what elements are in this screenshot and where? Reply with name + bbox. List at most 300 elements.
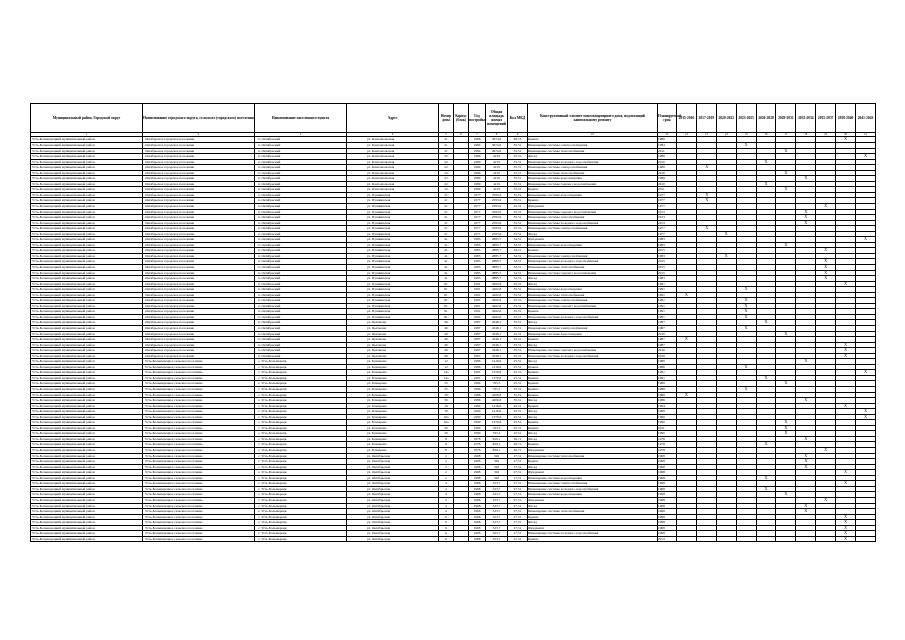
table-cell: ул. Цыганова: [347, 348, 439, 354]
table-cell: Инженерные системы электроснабжения: [528, 298, 658, 304]
table-cell: 4: [439, 492, 454, 498]
table-cell: Фасад: [528, 431, 658, 437]
table-cell: Усть-Большерецкий муниципальный район: [31, 320, 143, 326]
table-cell: 1977: [469, 226, 486, 232]
table-cell: Усть-Большерецкое сельское поселение: [143, 425, 255, 431]
table-cell: 21: [439, 142, 454, 148]
table-cell: 1968: [658, 520, 677, 526]
table-cell: ул. Октябрьская: [347, 475, 439, 481]
table-cell: с. Усть-Большерецк: [255, 420, 347, 426]
table-cell: ул. Бочкарева: [347, 364, 439, 370]
table-cell: Октябрьское городское поселение: [143, 298, 255, 304]
table-cell: 2885,7: [486, 259, 508, 265]
table-cell: 1989: [469, 176, 486, 182]
table-cell: Усть-Большерецкий муниципальный район: [31, 353, 143, 359]
table-cell: Усть-Большерецкое сельское поселение: [143, 481, 255, 487]
table-cell: 81: [439, 287, 454, 293]
column-header: Год постройки: [469, 104, 486, 133]
table-cell: Фундамент: [528, 237, 658, 243]
table-cell: 1989: [658, 165, 677, 171]
table-cell: Инженерные системы водоотведения: [528, 287, 658, 293]
table-cell: Инженерные системы электроснабжения: [528, 142, 658, 148]
table-cell: 41: [439, 270, 454, 276]
table-cell: 2013: [658, 215, 677, 221]
table-cell: Усть-Большерецкий муниципальный район: [31, 198, 143, 204]
table-cell: 1968: [469, 531, 486, 537]
table-cell: 34,51: [508, 270, 528, 276]
table-cell: Усть-Большерецкий муниципальный район: [31, 314, 143, 320]
table-cell: 27,51: [508, 509, 528, 515]
table-cell: с. Усть-Большерецк: [255, 514, 347, 520]
table-cell: ул. Бочкарева: [347, 436, 439, 442]
table-cell: 1968: [469, 514, 486, 520]
table-cell: Усть-Большерецкий муниципальный район: [31, 192, 143, 198]
table-cell: Фасад: [528, 320, 658, 326]
table-cell: 1983: [469, 270, 486, 276]
table-cell: 4219: [486, 154, 508, 160]
table-cell: ул. Бочкарева: [347, 403, 439, 409]
table-cell: ул. Бочкарева: [347, 425, 439, 431]
table-cell: ул. Октябрьская: [347, 525, 439, 531]
table-cell: 1991: [469, 370, 486, 376]
table-cell: 4: [439, 503, 454, 509]
table-cell: 27,51: [508, 475, 528, 481]
table-cell: ул. Пушкинская: [347, 298, 439, 304]
table-cell: Усть-Большерецкое сельское поселение: [143, 520, 255, 526]
table-cell: 12: [439, 359, 454, 365]
table-cell: с. Усть-Большерецк: [255, 414, 347, 420]
table-cell: Крыша: [528, 387, 658, 393]
table-cell: ул. Комсомольская: [347, 165, 439, 171]
table-cell: ул. Цыганова: [347, 331, 439, 337]
table-cell: 1977: [658, 226, 677, 232]
table-cell: ул. Пушкинская: [347, 237, 439, 243]
table-cell: Фасад: [528, 276, 658, 282]
table-cell: 81: [439, 298, 454, 304]
table-cell: Усть-Большерецкое сельское поселение: [143, 470, 255, 476]
table-cell: Инженерные системы водоотведения: [528, 192, 658, 198]
table-cell: 4: [439, 509, 454, 515]
period-mark-cell: X: [856, 409, 876, 415]
table-cell: Инженерные системы теплоснабжения: [528, 264, 658, 270]
table-cell: Усть-Большерецкий муниципальный район: [31, 414, 143, 420]
table-cell: 2010: [658, 331, 677, 337]
table-cell: с. Усть-Большерецк: [255, 536, 347, 542]
table-cell: 1968: [658, 514, 677, 520]
table-cell: 35,51: [508, 326, 528, 332]
table-cell: Октябрьское городское поселение: [143, 309, 255, 315]
table-cell: п. Октябрьский: [255, 215, 347, 221]
table-cell: 1990: [469, 414, 486, 420]
table-cell: 1991: [469, 298, 486, 304]
table-cell: Усть-Большерецкий муниципальный район: [31, 292, 143, 298]
table-cell: Октябрьское городское поселение: [143, 148, 255, 154]
table-cell: 1968: [469, 453, 486, 459]
table-cell: п. Октябрьский: [255, 342, 347, 348]
table-cell: п. Октябрьский: [255, 220, 347, 226]
table-cell: 1977: [658, 192, 677, 198]
column-number: 8: [486, 133, 508, 137]
table-cell: 2011: [658, 425, 677, 431]
table-cell: 35,51: [508, 198, 528, 204]
table-cell: 25,51: [508, 381, 528, 387]
table-cell: Октябрьское городское поселение: [143, 181, 255, 187]
table-cell: 14а: [439, 370, 454, 376]
table-cell: 41: [439, 237, 454, 243]
table-cell: Инженерные системы горячего водоснабжения: [528, 303, 658, 309]
table-cell: 20: [439, 431, 454, 437]
table-cell: ул. Бочкарева: [347, 387, 439, 393]
table-cell: 4219: [486, 165, 508, 171]
table-cell: 1987: [469, 353, 486, 359]
table-cell: с. Усть-Большерецк: [255, 431, 347, 437]
table-cell: 1968: [469, 481, 486, 487]
period-mark-cell: [696, 536, 716, 542]
table-cell: Крыша: [528, 309, 658, 315]
table-cell: Усть-Большерецкий муниципальный район: [31, 536, 143, 542]
table-cell: Крыша: [528, 187, 658, 193]
table-cell: 4262,6: [486, 314, 508, 320]
table-cell: Усть-Большерецкое сельское поселение: [143, 514, 255, 520]
table-cell: Усть-Большерецкий муниципальный район: [31, 342, 143, 348]
table-cell: 1416,6: [486, 359, 508, 365]
period-mark-cell: X: [796, 453, 816, 459]
table-cell: 35,51: [508, 298, 528, 304]
table-cell: Усть-Большерецкий муниципальный район: [31, 231, 143, 237]
table-cell: 21: [439, 231, 454, 237]
column-header: 2041-2043: [856, 104, 876, 133]
column-header: Муниципальный район, Городской округ: [31, 104, 143, 133]
period-mark-cell: X: [677, 337, 697, 343]
table-cell: ул. Комсомольская: [347, 148, 439, 154]
column-number: 6: [454, 133, 469, 137]
table-cell: Инженерные системы холодного водоснабжения: [528, 314, 658, 320]
table-cell: 1986: [658, 137, 677, 143]
column-header: 2023-2025: [736, 104, 756, 133]
table-cell: 2593,6: [486, 198, 508, 204]
table-cell: 1977: [658, 231, 677, 237]
table-cell: 1977: [469, 220, 486, 226]
period-mark-cell: X: [756, 375, 776, 381]
table-cell: 1968: [658, 503, 677, 509]
table-cell: п. Октябрьский: [255, 309, 347, 315]
period-mark-cell: X: [836, 514, 856, 520]
table-cell: 1968: [658, 459, 677, 465]
table-cell: Инженерные системы теплоснабжения: [528, 170, 658, 176]
table-cell: ул. Пушкинская: [347, 270, 439, 276]
table-cell: 2013: [658, 209, 677, 215]
table-cell: 1989: [469, 387, 486, 393]
table-cell: Усть-Большерецкий муниципальный район: [31, 387, 143, 393]
table-cell: Крыша: [528, 375, 658, 381]
table-cell: Октябрьское городское поселение: [143, 342, 255, 348]
table-cell: 1977: [469, 215, 486, 221]
period-mark-cell: X: [836, 525, 856, 531]
table-cell: ул. Пушкинская: [347, 287, 439, 293]
table-cell: ул. Пушкинская: [347, 259, 439, 265]
period-mark-cell: X: [716, 253, 736, 259]
table-cell: 323,7: [486, 525, 508, 531]
table-cell: 35,51: [508, 281, 528, 287]
period-mark-cell: [756, 536, 776, 542]
table-cell: 28,73: [508, 137, 528, 143]
table-cell: 1989: [469, 154, 486, 160]
table-cell: 22: [439, 187, 454, 193]
table-cell: ул. Октябрьская: [347, 503, 439, 509]
table-cell: Усть-Большерецкий муниципальный район: [31, 375, 143, 381]
table-cell: 323,7: [486, 520, 508, 526]
table-cell: 8: [439, 436, 454, 442]
table-cell: 1968: [658, 486, 677, 492]
table-cell: 35,51: [508, 320, 528, 326]
table-cell: Октябрьское городское поселение: [143, 192, 255, 198]
table-row: [31, 536, 876, 542]
table-cell: 2011: [658, 148, 677, 154]
table-cell: 1990: [469, 425, 486, 431]
table-cell: 27,51: [508, 470, 528, 476]
table-cell: ул. Октябрьская: [347, 531, 439, 537]
table-cell: 81: [439, 303, 454, 309]
table-cell: Усть-Большерецкий муниципальный район: [31, 264, 143, 270]
table-cell: п. Октябрьский: [255, 326, 347, 332]
table-cell: ул. Октябрьская: [347, 497, 439, 503]
table-cell: Инженерные системы теплоснабжения: [528, 292, 658, 298]
table-cell: 323,7: [486, 492, 508, 498]
table-cell: ул. Пушкинская: [347, 231, 439, 237]
table-cell: 8: [439, 442, 454, 448]
table-cell: Октябрьское городское поселение: [143, 331, 255, 337]
table-cell: 81: [439, 281, 454, 287]
table-cell: Инженерные системы электроснабжения: [528, 326, 658, 332]
table-cell: ул. Цыганова: [347, 337, 439, 343]
period-mark-cell: X: [836, 536, 856, 542]
table-cell: ул. Комсомольская: [347, 176, 439, 182]
table-cell: 4346,1: [486, 337, 508, 343]
period-mark-cell: X: [736, 387, 756, 393]
period-mark-cell: X: [677, 392, 697, 398]
table-cell: 1987: [469, 337, 486, 343]
table-cell: 34,51: [508, 248, 528, 254]
table-cell: Усть-Большерецкий муниципальный район: [31, 270, 143, 276]
table-cell: Усть-Большерецкий муниципальный район: [31, 392, 143, 398]
table-cell: 21: [439, 220, 454, 226]
table-cell: 1991: [658, 370, 677, 376]
table-cell: Усть-Большерецкий муниципальный район: [31, 475, 143, 481]
table-cell: 1991: [469, 309, 486, 315]
column-header: 2020-2022: [716, 104, 736, 133]
table-cell: 46: [439, 326, 454, 332]
table-cell: 323,7: [486, 497, 508, 503]
table-cell: 1968: [469, 525, 486, 531]
table-cell: 2011: [658, 187, 677, 193]
table-cell: 1983: [658, 237, 677, 243]
table-cell: 25,51: [508, 431, 528, 437]
table-cell: Усть-Большерецкий муниципальный район: [31, 497, 143, 503]
table-cell: 1983: [469, 253, 486, 259]
table-cell: 25,51: [508, 364, 528, 370]
table-cell: ул. Пушкинская: [347, 198, 439, 204]
table-cell: 1968: [469, 509, 486, 515]
table-cell: 35,51: [508, 392, 528, 398]
period-mark-cell: [856, 536, 876, 542]
table-cell: с. Усть-Большерецк: [255, 464, 347, 470]
table-cell: 25: [439, 387, 454, 393]
table-cell: Октябрьское городское поселение: [143, 242, 255, 248]
period-mark-cell: X: [816, 270, 836, 276]
column-number: 13: [696, 133, 716, 137]
period-mark-cell: X: [756, 442, 776, 448]
table-cell: 2015: [658, 259, 677, 265]
table-cell: Крыша: [528, 459, 658, 465]
column-header: Номер дома: [439, 104, 454, 133]
table-cell: Усть-Большерецкий муниципальный район: [31, 420, 143, 426]
table-cell: 21: [439, 192, 454, 198]
table-cell: 1986: [469, 364, 486, 370]
table-cell: 1994: [658, 403, 677, 409]
table-cell: 795,3: [486, 425, 508, 431]
table-cell: 1991: [658, 287, 677, 293]
table-cell: 25,51: [508, 359, 528, 365]
table-cell: Усть-Большерецкий муниципальный район: [31, 436, 143, 442]
table-cell: 2010: [658, 348, 677, 354]
table-cell: 2: [439, 453, 454, 459]
table-cell: Инженерные системы водоотведения: [528, 492, 658, 498]
table-cell: 323,7: [486, 503, 508, 509]
table-cell: 4262,6: [486, 303, 508, 309]
table-cell: Инженерные системы теплоснабжения: [528, 148, 658, 154]
table-cell: Усть-Большерецкое сельское поселение: [143, 525, 255, 531]
table-cell: 4219: [486, 170, 508, 176]
period-mark-cell: X: [736, 142, 756, 148]
column-number: 4: [347, 133, 439, 137]
table-cell: 1987: [469, 320, 486, 326]
table-cell: Усть-Большерецкий муниципальный район: [31, 514, 143, 520]
table-cell: 16а: [439, 420, 454, 426]
table-cell: ул. Комсомольская: [347, 142, 439, 148]
table-cell: 16: [439, 403, 454, 409]
table-cell: 1370,6: [486, 420, 508, 426]
period-mark-cell: X: [856, 414, 876, 420]
table-cell: Усть-Большерецкий муниципальный район: [31, 486, 143, 492]
table-cell: ул. Комсомольская: [347, 170, 439, 176]
period-mark-cell: X: [776, 187, 796, 193]
table-cell: 1994: [469, 409, 486, 415]
table-cell: Усть-Большерецкое сельское поселение: [143, 448, 255, 454]
period-mark-cell: X: [736, 298, 756, 304]
table-cell: п. Октябрьский: [255, 209, 347, 215]
table-cell: 1991: [658, 303, 677, 309]
table-cell: Крыша: [528, 420, 658, 426]
table-cell: Усть-Большерецкий муниципальный район: [31, 242, 143, 248]
table-cell: 26,71: [508, 448, 528, 454]
period-mark-cell: X: [856, 154, 876, 160]
table-cell: п. Октябрьский: [255, 242, 347, 248]
table-cell: 1983: [469, 242, 486, 248]
table-cell: 1989: [469, 159, 486, 165]
table-cell: 81: [439, 314, 454, 320]
table-cell: 1989: [658, 176, 677, 182]
table-cell: 2010: [658, 181, 677, 187]
table-cell: с. Усть-Большерецк: [255, 387, 347, 393]
table-cell: 27,51: [508, 514, 528, 520]
table-cell: 1978: [658, 442, 677, 448]
table-cell: Фундамент: [528, 203, 658, 209]
period-mark-cell: X: [856, 370, 876, 376]
table-cell: 2593,6: [486, 226, 508, 232]
table-cell: с. Усть-Большерецк: [255, 436, 347, 442]
period-mark-cell: X: [756, 486, 776, 492]
table-cell: 26,71: [508, 436, 528, 442]
table-cell: 27,51: [508, 453, 528, 459]
table-cell: п. Октябрьский: [255, 259, 347, 265]
table-cell: 2015: [658, 248, 677, 254]
table-cell: Усть-Большерецкий муниципальный район: [31, 470, 143, 476]
table-cell: п. Октябрьский: [255, 314, 347, 320]
table-cell: 4346,1: [486, 331, 508, 337]
table-cell: 1991: [658, 292, 677, 298]
table-cell: 1994: [469, 403, 486, 409]
table-cell: ул. Бочкарева: [347, 442, 439, 448]
table-cell: Усть-Большерецкое сельское поселение: [143, 398, 255, 404]
table-cell: Усть-Большерецкое сельское поселение: [143, 486, 255, 492]
table-cell: 1986: [658, 398, 677, 404]
table-cell: 1978: [469, 442, 486, 448]
table-cell: 2885,7: [486, 237, 508, 243]
table-cell: 35,51: [508, 342, 528, 348]
table-cell: Усть-Большерецкое сельское поселение: [143, 381, 255, 387]
period-mark-cell: X: [836, 137, 856, 143]
table-cell: 36: [439, 398, 454, 404]
table-cell: Усть-Большерецкий муниципальный район: [31, 253, 143, 259]
table-cell: Октябрьское городское поселение: [143, 237, 255, 243]
table-cell: Усть-Большерецкое сельское поселение: [143, 409, 255, 415]
table-cell: Фасад: [528, 503, 658, 509]
table-cell: 1991: [469, 314, 486, 320]
table-cell: 1987: [469, 331, 486, 337]
table-cell: Фасад: [528, 359, 658, 365]
period-mark-cell: [716, 536, 736, 542]
table-cell: 1977: [469, 209, 486, 215]
table-cell: 1968: [469, 470, 486, 476]
table-cell: 41: [439, 248, 454, 254]
column-header: 2032-2034: [796, 104, 816, 133]
table-cell: п. Октябрьский: [255, 170, 347, 176]
table-cell: ул. Бочкарева: [347, 370, 439, 376]
table-cell: с. Усть-Большерецк: [255, 503, 347, 509]
table-cell: Усть-Большерецкий муниципальный район: [31, 481, 143, 487]
table-cell: Инженерные системы электроснабжения: [528, 226, 658, 232]
table-cell: п. Октябрьский: [255, 226, 347, 232]
period-mark-cell: X: [756, 181, 776, 187]
table-cell: 4262,6: [486, 287, 508, 293]
table-cell: 1968: [658, 492, 677, 498]
table-cell: Усть-Большерецкий муниципальный район: [31, 503, 143, 509]
table-cell: Усть-Большерецкий муниципальный район: [31, 492, 143, 498]
table-cell: Крыша: [528, 248, 658, 254]
table-cell: 1991: [658, 298, 677, 304]
table-cell: 1416,6: [486, 403, 508, 409]
table-cell: Усть-Большерецкий муниципальный район: [31, 359, 143, 365]
table-cell: 4: [439, 481, 454, 487]
table-cell: Октябрьское городское поселение: [143, 253, 255, 259]
table-cell: Октябрьское городское поселение: [143, 198, 255, 204]
table-cell: 16а: [439, 414, 454, 420]
table-cell: 21: [439, 148, 454, 154]
table-cell: ул. Пушкинская: [347, 226, 439, 232]
table-cell: Усть-Большерецкий муниципальный район: [31, 226, 143, 232]
table-cell: Усть-Большерецкий муниципальный район: [31, 464, 143, 470]
table-cell: 25,51: [508, 409, 528, 415]
